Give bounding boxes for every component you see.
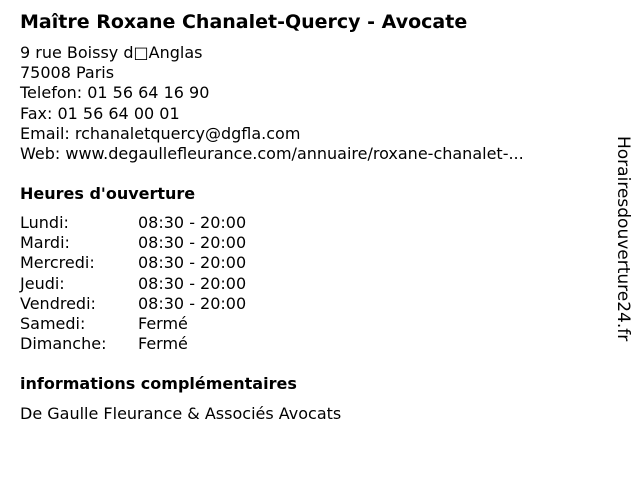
day-label: Dimanche: xyxy=(20,334,107,354)
address-city: 75008 Paris xyxy=(20,63,115,83)
hours-value: 08:30 - 20:00 xyxy=(138,233,247,253)
contact-block xyxy=(20,43,524,164)
email-address: Email: rchanaletquercy@dgfla.com xyxy=(20,123,301,143)
hours-value: 08:30 - 20:00 xyxy=(138,213,247,232)
site-watermark: Horairesdouverture24.fr xyxy=(613,136,633,342)
day-label: Mercredi: xyxy=(20,253,95,273)
day-label: Vendredi: xyxy=(20,293,96,313)
website-url: Web: www.degaullefleurance.com/annuaire/roxane-chanalet-... xyxy=(20,144,524,164)
hours-value: Fermé xyxy=(138,334,188,354)
day-label: Lundi: xyxy=(20,213,69,232)
day-label: Mardi: xyxy=(20,233,70,253)
hours-value: 08:30 - 20:00 xyxy=(138,253,247,273)
hours-value: 08:30 - 20:00 xyxy=(138,293,247,313)
hours-value: 08:30 - 20:00 xyxy=(138,273,247,293)
opening-hours-heading: Heures d'ouverture xyxy=(20,184,196,203)
fax-number: Fax: 01 56 64 00 01 xyxy=(20,103,180,123)
phone-number: Telefon: 01 56 64 16 90 xyxy=(20,83,210,103)
additional-info-heading: informations complémentaires xyxy=(20,374,297,393)
address-street: 9 rue Boissy d□Anglas xyxy=(20,43,203,62)
day-label: Samedi: xyxy=(20,313,86,333)
firm-name: De Gaulle Fleurance & Associés Avocats xyxy=(20,404,342,423)
hours-value: Fermé xyxy=(138,313,188,333)
page-title: Maître Roxane Chanalet-Quercy - Avocate xyxy=(20,11,468,33)
day-label: Jeudi: xyxy=(20,273,65,293)
